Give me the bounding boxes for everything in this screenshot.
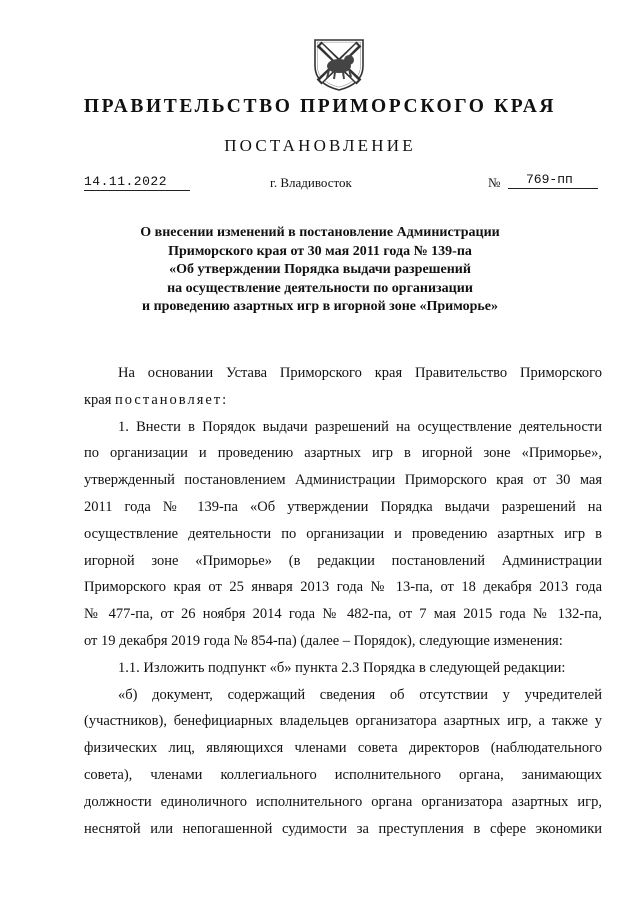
title-line: Приморского края от 30 мая 2011 года № 139-па — [168, 243, 472, 259]
title-line: О внесении изменений в постановление Администрации — [140, 225, 500, 240]
basis-line-prefix: края — [84, 391, 116, 408]
document-body — [84, 360, 602, 842]
resolves-word: постановляет: — [115, 391, 229, 408]
item11-line: 1.1. Изложить подпункт «б» пункта 2.3 Порядка в следующей редакции: — [118, 659, 566, 676]
item1-line: 2011 года № 139-па «Об утверждении Порядка выдачи разрешений на — [84, 498, 602, 515]
item1-line: Приморского края от 25 января 2013 года № 13-па, от 18 декабря 2013 года — [84, 579, 602, 596]
sub-b-line: совета), членами коллегиального исполнительного органа, занимающих — [84, 766, 602, 783]
item1-line: осуществление деятельности по организации и проведению азартных игр в — [84, 525, 602, 542]
sub-b-line: физических лиц, являющихся членами совета директоров (наблюдательного — [84, 740, 602, 757]
coat-of-arms-emblem — [313, 36, 365, 92]
item1-line: 1. Внести в Порядок выдачи разрешений на осуществление деятельности — [118, 418, 602, 435]
sub-b-line: (участников), бенефициарных владельцев организатора азартных игр, а также у — [84, 713, 602, 730]
item1-line: от 19 декабря 2019 года № 854-па) (далее – Порядок), следующие изменения: — [84, 632, 563, 649]
basis-line — [84, 387, 602, 414]
document-city: г. Владивосток — [270, 175, 352, 190]
sub-b-line: неснятой или непогашенной судимости за преступления в сфере экономики — [84, 820, 602, 837]
document-number: 769-пп — [508, 172, 598, 189]
title-line: на осуществление деятельности по организации — [167, 280, 473, 296]
document-date: 14.11.2022 — [84, 174, 190, 191]
government-heading: ПРАВИТЕЛЬСТВО ПРИМОРСКОГО КРАЯ — [83, 96, 557, 117]
item1-line: № 477-па, от 26 ноября 2014 года № 482-па, от 7 мая 2015 года № 132-па, — [84, 606, 602, 623]
item1-line: по организации и проведению азартных игр в игорной зоне «Приморье», — [84, 445, 602, 462]
item1-line: утвержденный постановлением Администрации Приморского края от 30 мая — [84, 472, 602, 489]
title-line: и проведению азартных игр в игорной зоне «Приморье» — [142, 299, 498, 315]
sub-b-line: «б) документ, содержащий сведения об отсутствии у учредителей — [118, 686, 602, 703]
item1-line: игорной зоне «Приморье» (в редакции постановлений Администрации — [84, 552, 602, 569]
sub-b-line: должности единоличного исполнительного органа организатора азартных игр, — [84, 793, 602, 810]
number-sign: № — [488, 175, 501, 190]
title-line: «Об утверждении Порядка выдачи разрешений — [169, 262, 471, 278]
document-title — [0, 224, 640, 317]
document-type-heading: ПОСТАНОВЛЕНИЕ — [224, 136, 416, 155]
basis-line: На основании Устава Приморского края Правительство Приморского — [118, 365, 602, 381]
